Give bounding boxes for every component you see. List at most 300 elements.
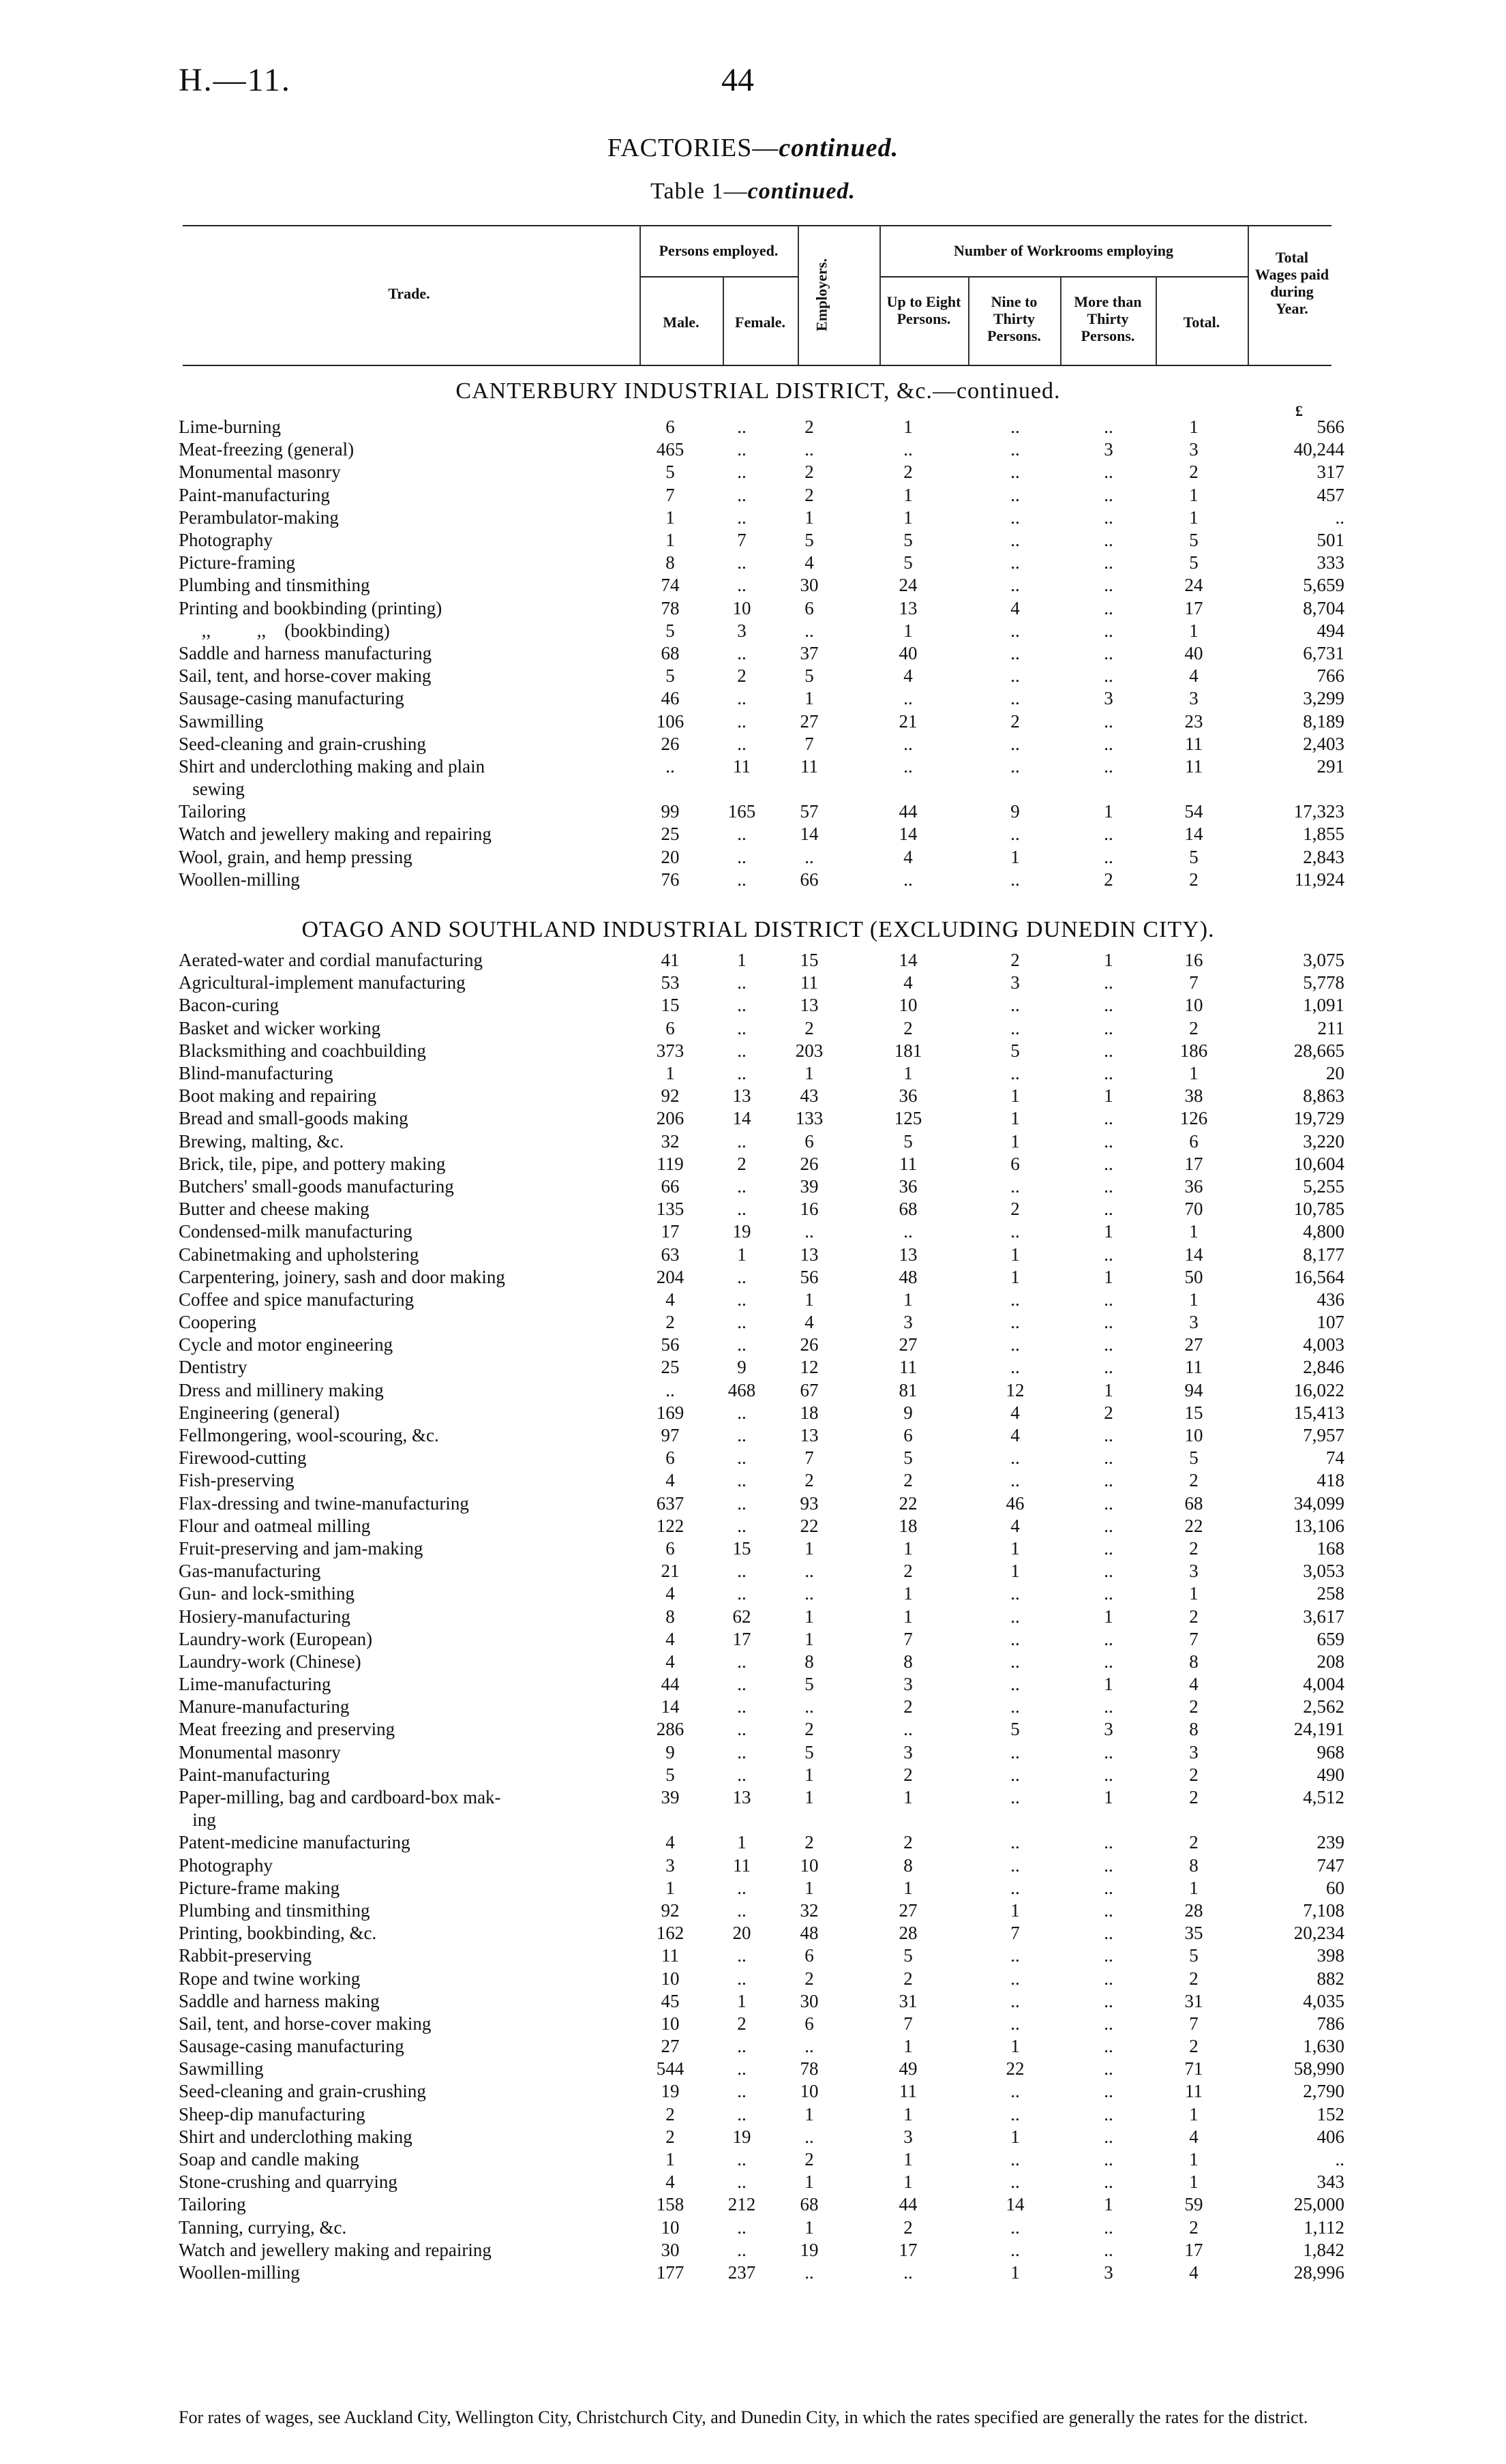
- trade-name: Photography: [179, 530, 273, 551]
- male-cell: 2: [665, 1312, 675, 1333]
- employers-cell: 12: [800, 1357, 819, 1378]
- up-to-eight-cell: 44: [899, 2194, 918, 2215]
- up-to-eight-cell: 1: [903, 1063, 913, 1084]
- nine-to-thirty-cell: ..: [1010, 642, 1020, 663]
- employers-cell: 1: [804, 2103, 814, 2124]
- total-cell: 5: [1189, 846, 1199, 867]
- total-cell: 8: [1189, 1719, 1199, 1740]
- more-than-thirty-cell: ..: [1104, 1334, 1113, 1355]
- nine-to-thirty-cell: ..: [1010, 2217, 1020, 2238]
- table-row: [179, 1062, 1344, 1085]
- employers-cell: [772, 778, 847, 800]
- header-up-to-eight: Up to Eight Persons.: [886, 293, 961, 327]
- male-cell: 6: [665, 1017, 675, 1038]
- nine-to-thirty-cell: ..: [1010, 869, 1020, 890]
- female-cell: ..: [737, 1561, 747, 1582]
- up-to-eight-cell: 125: [894, 1108, 922, 1129]
- more-than-thirty-cell: ..: [1104, 552, 1113, 573]
- total-cell: 8: [1189, 1854, 1199, 1876]
- employers-cell: 2: [804, 462, 814, 483]
- nine-to-thirty-cell: 1: [1010, 846, 1020, 867]
- male-cell: 92: [661, 1085, 680, 1107]
- total-cell: 11: [1185, 733, 1203, 754]
- trade-name: Sawmilling: [179, 710, 264, 732]
- nine-to-thirty-cell: ..: [1010, 755, 1020, 777]
- nine-to-thirty-cell: 1: [1010, 1085, 1020, 1107]
- female-cell: ..: [737, 484, 747, 505]
- male-cell: 99: [661, 801, 680, 822]
- trade-name: Brewing, malting, &c.: [179, 1130, 344, 1152]
- total-cell: 70: [1184, 1199, 1203, 1220]
- total-wages-cell: 5,255: [1303, 1175, 1344, 1197]
- trade-name: Wool, grain, and hemp pressing: [179, 846, 412, 867]
- employers-cell: ..: [804, 439, 814, 460]
- male-cell: 206: [656, 1108, 684, 1129]
- total-cell: 11: [1185, 755, 1203, 777]
- female-cell: ..: [737, 1877, 747, 1898]
- up-to-eight-cell: [847, 778, 969, 800]
- employers-cell: 43: [800, 1085, 819, 1107]
- more-than-thirty-cell: ..: [1104, 620, 1113, 641]
- up-to-eight-cell: 68: [899, 1199, 918, 1220]
- table-row: [179, 823, 1344, 845]
- employers-cell: 133: [795, 1108, 824, 1129]
- total-wages-cell: 343: [1316, 2172, 1344, 2193]
- up-to-eight-cell: 13: [899, 1244, 918, 1265]
- more-than-thirty-cell: ..: [1104, 1470, 1113, 1491]
- female-cell: 212: [727, 2194, 756, 2215]
- table-row: [179, 1424, 1344, 1447]
- up-to-eight-cell: 1: [903, 1787, 913, 1808]
- total-cell: 2: [1189, 1470, 1199, 1491]
- total-wages-cell: 2,846: [1303, 1357, 1344, 1378]
- trade-name: Lime-manufacturing: [179, 1674, 331, 1695]
- total-wages-cell: [1231, 778, 1344, 800]
- total-wages-cell: ..: [1335, 507, 1344, 528]
- up-to-eight-cell: 2: [903, 1561, 913, 1582]
- employers-cell: ..: [804, 1561, 814, 1582]
- table-row: [179, 1922, 1344, 1944]
- male-cell: 5: [665, 665, 675, 687]
- up-to-eight-cell: ..: [903, 439, 913, 460]
- up-to-eight-cell: 4: [903, 972, 913, 993]
- header-nine-to-thirty: Nine to Thirty Persons.: [987, 293, 1041, 344]
- table-row: [179, 1786, 1344, 1809]
- female-cell: ..: [737, 1199, 747, 1220]
- otago-southland-table: [179, 949, 1344, 2284]
- employers-cell: 32: [800, 1899, 819, 1921]
- table-row: [179, 1107, 1344, 1130]
- total-wages-cell: 291: [1316, 755, 1344, 777]
- more-than-thirty-cell: ..: [1104, 1741, 1113, 1762]
- more-than-thirty-cell: 3: [1104, 688, 1113, 709]
- male-cell: 14: [661, 1696, 680, 1717]
- trade-name: Monumental masonry: [179, 462, 341, 483]
- up-to-eight-cell: 1: [903, 417, 913, 438]
- total-cell: 126: [1179, 1108, 1208, 1129]
- total-cell: 1: [1189, 2103, 1199, 2124]
- employers-cell: 68: [800, 2194, 819, 2215]
- trade-name: Rope and twine working: [179, 1968, 361, 1989]
- table-row: [179, 1153, 1344, 1175]
- total-wages-cell: [1231, 1809, 1344, 1831]
- table-row: [179, 800, 1344, 823]
- total-cell: 2: [1189, 1787, 1199, 1808]
- total-wages-cell: 208: [1316, 1651, 1344, 1672]
- nine-to-thirty-cell: 3: [1010, 972, 1020, 993]
- employers-cell: 1: [804, 1764, 814, 1785]
- more-than-thirty-cell: ..: [1104, 1175, 1113, 1197]
- total-cell: 3: [1189, 1561, 1199, 1582]
- total-cell: 2: [1189, 2217, 1199, 2238]
- total-cell: 59: [1184, 2194, 1203, 2215]
- total-wages-cell: 4,003: [1303, 1334, 1344, 1355]
- up-to-eight-cell: 2: [903, 1764, 913, 1785]
- female-cell: ..: [737, 417, 747, 438]
- employers-cell: 6: [804, 1945, 814, 1966]
- more-than-thirty-cell: ..: [1104, 824, 1113, 845]
- total-cell: 11: [1185, 2081, 1203, 2102]
- total-wages-cell: 1,630: [1303, 2036, 1344, 2057]
- trade-name: Patent-medicine manufacturing: [179, 1832, 410, 1853]
- trade-name: Seed-cleaning and grain-crushing: [179, 733, 426, 754]
- male-cell: 66: [661, 1175, 680, 1197]
- more-than-thirty-cell: 1: [1104, 1674, 1113, 1695]
- table-row: [179, 1582, 1344, 1605]
- trade-name: Sausage-casing manufacturing: [179, 2036, 404, 2057]
- total-wages-cell: 7,957: [1303, 1425, 1344, 1446]
- nine-to-thirty-cell: ..: [1010, 1832, 1020, 1853]
- trade-name: Tailoring: [179, 2194, 246, 2215]
- total-cell: 27: [1184, 1334, 1203, 1355]
- female-cell: ..: [737, 1764, 747, 1785]
- table-row: [179, 507, 1344, 529]
- male-cell: 6: [665, 1537, 675, 1559]
- more-than-thirty-cell: ..: [1104, 1492, 1113, 1514]
- employers-cell: ..: [804, 1696, 814, 1717]
- more-than-thirty-cell: ..: [1104, 1312, 1113, 1333]
- total-wages-cell: 28,665: [1293, 1040, 1344, 1061]
- more-than-thirty-cell: ..: [1104, 642, 1113, 663]
- table-row: [179, 665, 1344, 687]
- nine-to-thirty-cell: 1: [1010, 1108, 1020, 1129]
- total-wages-cell: 659: [1316, 1628, 1344, 1649]
- total-wages-cell: 4,035: [1303, 1990, 1344, 2011]
- total-wages-cell: 8,177: [1303, 1244, 1344, 1265]
- male-cell: 1: [665, 2149, 675, 2170]
- nine-to-thirty-cell: ..: [1010, 1334, 1020, 1355]
- nine-to-thirty-cell: 14: [1006, 2194, 1025, 2215]
- up-to-eight-cell: 2: [903, 1696, 913, 1717]
- table-row: [179, 1243, 1344, 1265]
- male-cell: 7: [665, 484, 675, 505]
- more-than-thirty-cell: ..: [1104, 995, 1113, 1016]
- trade-name: Fruit-preserving and jam-making: [179, 1537, 423, 1559]
- male-cell: [629, 778, 712, 800]
- total-cell: 4: [1189, 1674, 1199, 1695]
- nine-to-thirty-cell: 46: [1006, 1492, 1025, 1514]
- table-row: [179, 2193, 1344, 2216]
- table-row: [179, 1130, 1344, 1153]
- total-cell: 5: [1189, 1447, 1199, 1469]
- up-to-eight-cell: 13: [899, 597, 918, 618]
- female-cell: 3: [737, 620, 747, 641]
- table-row: [179, 642, 1344, 665]
- header-female: Female.: [735, 314, 785, 331]
- total-cell: [1156, 1809, 1231, 1831]
- table-row: [179, 1379, 1344, 1402]
- total-wages-cell: 7,108: [1303, 1899, 1344, 1921]
- more-than-thirty-cell: ..: [1104, 2081, 1113, 2102]
- male-cell: 30: [661, 2239, 680, 2260]
- up-to-eight-cell: 1: [903, 1583, 913, 1604]
- female-cell: ..: [737, 439, 747, 460]
- employers-cell: 1: [804, 1606, 814, 1627]
- total-cell: 3: [1189, 439, 1199, 460]
- female-cell: 1: [737, 1244, 747, 1265]
- table-row: [179, 2103, 1344, 2126]
- total-wages-cell: 3,220: [1303, 1130, 1344, 1152]
- male-cell: 10: [661, 2217, 680, 2238]
- male-cell: ..: [665, 1379, 675, 1400]
- table-row: [179, 461, 1344, 483]
- up-to-eight-cell: 27: [899, 1334, 918, 1355]
- female-cell: 14: [732, 1108, 751, 1129]
- total-cell: 1: [1189, 2149, 1199, 2170]
- total-wages-cell: 398: [1316, 1945, 1344, 1966]
- more-than-thirty-cell: ..: [1104, 1130, 1113, 1152]
- total-cell: 71: [1184, 2058, 1203, 2079]
- male-cell: 373: [656, 1040, 684, 1061]
- employers-cell: 30: [800, 1990, 819, 2011]
- employers-cell: 14: [800, 824, 819, 845]
- table-row: [179, 1741, 1344, 1764]
- trade-name: Plumbing and tinsmithing: [179, 575, 370, 596]
- more-than-thirty-cell: 1: [1104, 1787, 1113, 1808]
- female-cell: ..: [737, 1470, 747, 1491]
- more-than-thirty-cell: ..: [1104, 1899, 1113, 1921]
- trade-name: Gun- and lock-smithing: [179, 1583, 355, 1604]
- table-row: [179, 733, 1344, 755]
- table-row: [179, 2262, 1344, 2284]
- employers-cell: 26: [800, 1153, 819, 1174]
- total-wages-cell: 2,790: [1303, 2081, 1344, 2102]
- more-than-thirty-cell: ..: [1104, 733, 1113, 754]
- female-cell: 17: [732, 1628, 751, 1649]
- table-row: [179, 1537, 1344, 1560]
- nine-to-thirty-cell: ..: [1010, 1990, 1020, 2011]
- total-wages-cell: 882: [1316, 1968, 1344, 1989]
- employers-cell: 27: [800, 710, 819, 732]
- total-wages-cell: 4,512: [1303, 1787, 1344, 1808]
- up-to-eight-cell: 48: [899, 1266, 918, 1287]
- table-row: [179, 949, 1344, 972]
- total-wages-cell: 15,413: [1293, 1402, 1344, 1423]
- more-than-thirty-cell: ..: [1104, 1108, 1113, 1129]
- employers-cell: 6: [804, 597, 814, 618]
- up-to-eight-cell: 17: [899, 2239, 918, 2260]
- total-cell: 10: [1184, 995, 1203, 1016]
- trade-name: Perambulator-making: [179, 507, 339, 528]
- total-wages-cell: 490: [1316, 1764, 1344, 1785]
- up-to-eight-cell: 1: [903, 2103, 913, 2124]
- more-than-thirty-cell: 1: [1104, 1221, 1113, 1242]
- female-cell: ..: [737, 1130, 747, 1152]
- more-than-thirty-cell: ..: [1104, 1877, 1113, 1898]
- female-cell: [712, 1809, 772, 1831]
- male-cell: 76: [661, 869, 680, 890]
- male-cell: 3: [665, 1854, 675, 1876]
- up-to-eight-cell: ..: [903, 755, 913, 777]
- female-cell: 13: [732, 1787, 751, 1808]
- nine-to-thirty-cell: ..: [1010, 2239, 1020, 2260]
- more-than-thirty-cell: ..: [1104, 2217, 1113, 2238]
- total-cell: 2: [1189, 1537, 1199, 1559]
- trade-name: Flour and oatmeal milling: [179, 1515, 371, 1536]
- employers-cell: 22: [800, 1515, 819, 1536]
- male-cell: 10: [661, 1968, 680, 1989]
- female-cell: ..: [737, 2103, 747, 2124]
- trade-name: Boot making and repairing: [179, 1085, 377, 1107]
- table-row: [179, 1944, 1344, 1967]
- more-than-thirty-cell: ..: [1104, 1561, 1113, 1582]
- table-row: [179, 574, 1344, 597]
- total-wages-cell: 20,234: [1293, 1923, 1344, 1944]
- male-cell: 92: [661, 1899, 680, 1921]
- employers-cell: 6: [804, 1130, 814, 1152]
- nine-to-thirty-cell: 4: [1010, 597, 1020, 618]
- male-cell: 465: [656, 439, 684, 460]
- total-cell: 22: [1184, 1515, 1203, 1536]
- male-cell: 11: [661, 1945, 679, 1966]
- total-cell: 4: [1189, 2126, 1199, 2147]
- nine-to-thirty-cell: ..: [1010, 824, 1020, 845]
- employers-cell: 2: [804, 1470, 814, 1491]
- total-wages-cell: 152: [1316, 2103, 1344, 2124]
- male-cell: 25: [661, 824, 680, 845]
- total-wages-cell: 58,990: [1293, 2058, 1344, 2079]
- more-than-thirty-cell: ..: [1104, 1651, 1113, 1672]
- up-to-eight-cell: 31: [899, 1990, 918, 2011]
- total-wages-cell: 4,800: [1303, 1221, 1344, 1242]
- table-row: [179, 2148, 1344, 2171]
- total-wages-cell: 10,604: [1293, 1153, 1344, 1174]
- total-cell: 10: [1184, 1425, 1203, 1446]
- employers-cell: 2: [804, 2149, 814, 2170]
- table-row: [179, 2013, 1344, 2035]
- table-row: [179, 1605, 1344, 1627]
- trade-name: Coffee and spice manufacturing: [179, 1289, 415, 1310]
- male-cell: 1: [665, 1063, 675, 1084]
- female-cell: ..: [737, 1312, 747, 1333]
- total-cell: 5: [1189, 1945, 1199, 1966]
- total-wages-cell: 3,075: [1303, 950, 1344, 971]
- up-to-eight-cell: 5: [903, 552, 913, 573]
- more-than-thirty-cell: 3: [1104, 2262, 1113, 2283]
- header-total-wages: Total Wages paid during Year.: [1254, 249, 1329, 317]
- employers-cell: 78: [800, 2058, 819, 2079]
- female-cell: ..: [737, 1017, 747, 1038]
- male-cell: 1: [665, 507, 675, 528]
- total-wages-cell: 566: [1316, 417, 1344, 438]
- nine-to-thirty-cell: ..: [1010, 2149, 1020, 2170]
- total-wages-cell: 457: [1316, 484, 1344, 505]
- total-wages-cell: 436: [1316, 1289, 1344, 1310]
- employers-cell: 1: [804, 2217, 814, 2238]
- total-wages-cell: 239: [1316, 1832, 1344, 1853]
- more-than-thirty-cell: ..: [1104, 755, 1113, 777]
- nine-to-thirty-cell: 1: [1010, 1537, 1020, 1559]
- female-cell: ..: [737, 575, 747, 596]
- up-to-eight-cell: [847, 1809, 969, 1831]
- up-to-eight-cell: 7: [903, 1628, 913, 1649]
- female-cell: ..: [737, 462, 747, 483]
- total-cell: 6: [1189, 1130, 1199, 1152]
- trade-name: Condensed-milk manufacturing: [179, 1221, 412, 1242]
- table-row: [179, 2239, 1344, 2262]
- trade-name: Aerated-water and cordial manufacturing: [179, 950, 483, 971]
- table-row: [179, 1764, 1344, 1786]
- female-cell: ..: [737, 2239, 747, 2260]
- table-row: [179, 552, 1344, 574]
- more-than-thirty-cell: 3: [1104, 439, 1113, 460]
- up-to-eight-cell: 1: [903, 1877, 913, 1898]
- nine-to-thirty-cell: ..: [1010, 1289, 1020, 1310]
- nine-to-thirty-cell: ..: [1010, 688, 1020, 709]
- nine-to-thirty-cell: ..: [1010, 1175, 1020, 1197]
- more-than-thirty-cell: ..: [1104, 2149, 1113, 2170]
- female-cell: ..: [737, 1651, 747, 1672]
- up-to-eight-cell: 1: [903, 484, 913, 505]
- total-cell: 31: [1184, 1990, 1203, 2011]
- female-cell: ..: [737, 1040, 747, 1061]
- employers-cell: 6: [804, 2013, 814, 2034]
- trade-name: Monumental masonry: [179, 1741, 341, 1762]
- table-row: [179, 1085, 1344, 1107]
- male-cell: 4: [665, 1628, 675, 1649]
- total-wages-cell: 317: [1316, 462, 1344, 483]
- female-cell: 165: [727, 801, 756, 822]
- nine-to-thirty-cell: ..: [1010, 620, 1020, 641]
- employers-cell: 1: [804, 1877, 814, 1898]
- employers-cell: 13: [800, 1244, 819, 1265]
- total-cell: 3: [1189, 1312, 1199, 1333]
- employers-cell: 1: [804, 1063, 814, 1084]
- employers-cell: 5: [804, 1674, 814, 1695]
- total-cell: 54: [1184, 801, 1203, 822]
- male-cell: 8: [665, 552, 675, 573]
- female-cell: ..: [737, 1719, 747, 1740]
- trade-name: Brick, tile, pipe, and pottery making: [179, 1153, 446, 1174]
- table-row: [179, 2217, 1344, 2239]
- more-than-thirty-cell: ..: [1104, 1583, 1113, 1604]
- employers-cell: 11: [800, 972, 818, 993]
- trade-name: ,, ,, (bookbinding): [179, 620, 390, 641]
- table-row: [179, 1220, 1344, 1243]
- female-cell: ..: [737, 1899, 747, 1921]
- total-wages-cell: 406: [1316, 2126, 1344, 2147]
- employers-cell: 5: [804, 1741, 814, 1762]
- up-to-eight-cell: 2: [903, 1470, 913, 1491]
- trade-name: Printing and bookbinding (printing): [179, 597, 442, 618]
- female-cell: ..: [737, 995, 747, 1016]
- more-than-thirty-cell: ..: [1104, 2172, 1113, 2193]
- table-row: [179, 1198, 1344, 1220]
- female-cell: 9: [737, 1357, 747, 1378]
- male-cell: 9: [665, 1741, 675, 1762]
- total-wages-cell: 8,189: [1303, 710, 1344, 732]
- up-to-eight-cell: 8: [903, 1854, 913, 1876]
